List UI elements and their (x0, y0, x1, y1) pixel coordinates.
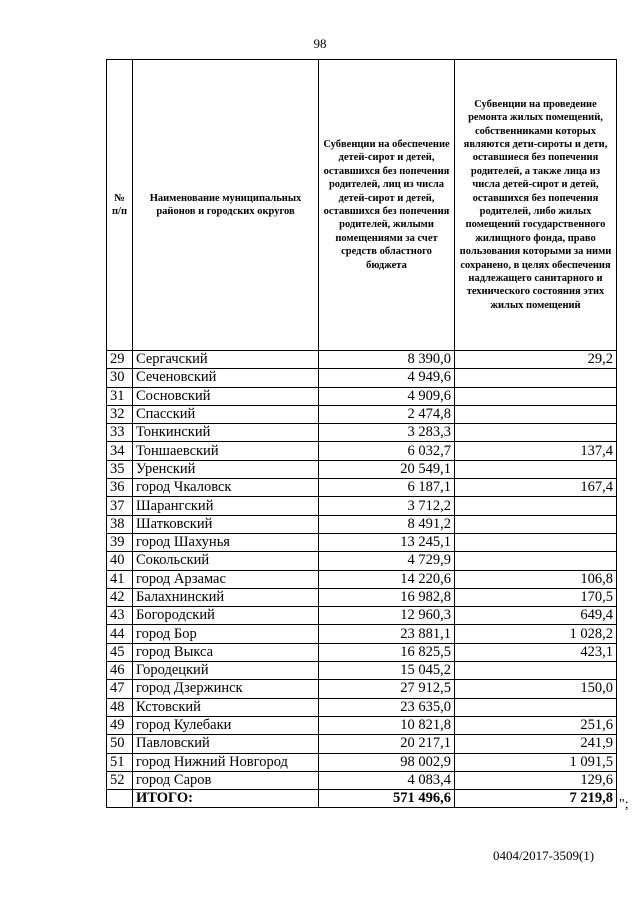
row-name: Спасский (133, 405, 319, 423)
total-label: ИТОГО: (133, 790, 319, 808)
row-subsidy-housing: 20 217,1 (319, 735, 455, 753)
row-subsidy-housing: 20 549,1 (319, 460, 455, 478)
row-num: 39 (107, 533, 133, 551)
row-subsidy-repair: 106,8 (455, 570, 617, 588)
row-subsidy-repair (455, 552, 617, 570)
total-num-cell (107, 790, 133, 808)
row-num: 43 (107, 607, 133, 625)
row-name: город Арзамас (133, 570, 319, 588)
row-name: город Саров (133, 771, 319, 789)
row-name: город Нижний Новгород (133, 753, 319, 771)
row-subsidy-housing: 2 474,8 (319, 405, 455, 423)
row-subsidy-housing: 4 083,4 (319, 771, 455, 789)
row-name: город Дзержинск (133, 680, 319, 698)
row-subsidy-housing: 15 045,2 (319, 662, 455, 680)
total-row (107, 790, 617, 808)
header-name: Наименование муниципальных районов и городских округов (133, 60, 319, 351)
table-row (107, 698, 617, 716)
table-row (107, 588, 617, 606)
row-name: Шатковский (133, 515, 319, 533)
table-row (107, 533, 617, 551)
row-num: 35 (107, 460, 133, 478)
table-row (107, 753, 617, 771)
row-num: 42 (107, 588, 133, 606)
table-row (107, 515, 617, 533)
row-num: 40 (107, 552, 133, 570)
table-row (107, 735, 617, 753)
header-subsidy-repair: Субвенции на проведение ремонта жилых помещений, собственниками которых являются дети-сироты и дети, оставшиеся без попечения родителей, а также лица из числа детей-сирот и детей, оставшихся без попечения родителей, либо жилых помещений государственного жилищного фонда, право пользования которыми за ними сохранено, в целях обеспечения надлежащего санитарного и технического состояния этих жилых помещений (455, 60, 617, 351)
row-num: 45 (107, 643, 133, 661)
row-subsidy-repair: 170,5 (455, 588, 617, 606)
row-subsidy-repair (455, 662, 617, 680)
row-subsidy-repair (455, 497, 617, 515)
row-subsidy-housing: 3 283,3 (319, 424, 455, 442)
row-subsidy-repair (455, 405, 617, 423)
row-num: 49 (107, 716, 133, 734)
row-name: Сокольский (133, 552, 319, 570)
row-name: город Кулебаки (133, 716, 319, 734)
row-name: Тонкинский (133, 424, 319, 442)
row-subsidy-repair: 1 028,2 (455, 625, 617, 643)
table-header-row (107, 60, 617, 351)
row-name: Сеченовский (133, 369, 319, 387)
row-num: 38 (107, 515, 133, 533)
row-subsidy-housing: 3 712,2 (319, 497, 455, 515)
row-name: Балахнинский (133, 588, 319, 606)
row-subsidy-housing: 6 032,7 (319, 442, 455, 460)
row-name: Богородский (133, 607, 319, 625)
row-name: Тоншаевский (133, 442, 319, 460)
row-subsidy-housing: 4 909,6 (319, 387, 455, 405)
table-row (107, 405, 617, 423)
table-row (107, 479, 617, 497)
table-row (107, 552, 617, 570)
total-subsidy-housing: 571 496,6 (319, 790, 455, 808)
row-subsidy-housing: 4 949,6 (319, 369, 455, 387)
row-num: 46 (107, 662, 133, 680)
row-num: 29 (107, 351, 133, 369)
table-row (107, 607, 617, 625)
row-subsidy-repair: 251,6 (455, 716, 617, 734)
row-name: Сосновский (133, 387, 319, 405)
row-subsidy-repair (455, 698, 617, 716)
header-num: № п/п (107, 60, 133, 351)
row-name: город Шахунья (133, 533, 319, 551)
row-subsidy-repair: 29,2 (455, 351, 617, 369)
row-name: город Выкса (133, 643, 319, 661)
table-row (107, 460, 617, 478)
row-name: Уренский (133, 460, 319, 478)
table-row (107, 643, 617, 661)
row-num: 48 (107, 698, 133, 716)
row-num: 32 (107, 405, 133, 423)
row-num: 50 (107, 735, 133, 753)
table-row (107, 570, 617, 588)
document-code: 0404/2017-3509(1) (493, 848, 595, 863)
row-subsidy-repair: 241,9 (455, 735, 617, 753)
row-name: город Бор (133, 625, 319, 643)
row-name: Сергачский (133, 351, 319, 369)
table-row (107, 771, 617, 789)
row-subsidy-housing: 8 491,2 (319, 515, 455, 533)
total-subsidy-repair: 7 219,8 (455, 790, 617, 808)
row-num: 41 (107, 570, 133, 588)
row-subsidy-housing: 16 825,5 (319, 643, 455, 661)
row-name: город Чкаловск (133, 479, 319, 497)
table-row (107, 680, 617, 698)
row-subsidy-housing: 98 002,9 (319, 753, 455, 771)
table-row (107, 625, 617, 643)
row-subsidy-repair (455, 460, 617, 478)
page-number: 98 (313, 36, 327, 51)
row-name: Городецкий (133, 662, 319, 680)
row-num: 36 (107, 479, 133, 497)
row-name: Шарангский (133, 497, 319, 515)
row-subsidy-repair (455, 533, 617, 551)
row-num: 52 (107, 771, 133, 789)
row-subsidy-housing: 13 245,1 (319, 533, 455, 551)
row-subsidy-housing: 6 187,1 (319, 479, 455, 497)
row-num: 47 (107, 680, 133, 698)
row-subsidy-housing: 4 729,9 (319, 552, 455, 570)
row-name: Кстовский (133, 698, 319, 716)
table-row (107, 716, 617, 734)
row-subsidy-housing: 8 390,0 (319, 351, 455, 369)
row-subsidy-repair (455, 387, 617, 405)
row-num: 37 (107, 497, 133, 515)
row-subsidy-repair: 137,4 (455, 442, 617, 460)
row-subsidy-repair: 1 091,5 (455, 753, 617, 771)
table-row (107, 497, 617, 515)
row-subsidy-repair: 150,0 (455, 680, 617, 698)
table-row (107, 369, 617, 387)
row-subsidy-housing: 23 635,0 (319, 698, 455, 716)
row-subsidy-repair (455, 369, 617, 387)
row-name: Павловский (133, 735, 319, 753)
table-row (107, 387, 617, 405)
table-row (107, 424, 617, 442)
row-subsidy-repair (455, 424, 617, 442)
row-subsidy-housing: 14 220,6 (319, 570, 455, 588)
row-subsidy-housing: 16 982,8 (319, 588, 455, 606)
row-num: 44 (107, 625, 133, 643)
row-subsidy-repair: 129,6 (455, 771, 617, 789)
row-subsidy-housing: 10 821,8 (319, 716, 455, 734)
row-subsidy-repair (455, 515, 617, 533)
row-num: 51 (107, 753, 133, 771)
row-subsidy-housing: 27 912,5 (319, 680, 455, 698)
table-row (107, 442, 617, 460)
row-subsidy-repair: 167,4 (455, 479, 617, 497)
subsidy-table (106, 59, 617, 808)
row-num: 31 (107, 387, 133, 405)
row-subsidy-housing: 23 881,1 (319, 625, 455, 643)
closing-quote: "; (619, 797, 629, 812)
row-subsidy-repair: 649,4 (455, 607, 617, 625)
row-subsidy-repair: 423,1 (455, 643, 617, 661)
row-subsidy-housing: 12 960,3 (319, 607, 455, 625)
table-row (107, 351, 617, 369)
table-row (107, 662, 617, 680)
row-num: 30 (107, 369, 133, 387)
row-num: 34 (107, 442, 133, 460)
header-subsidy-housing: Субвенции на обеспечение детей-сирот и детей, оставшихся без попечения родителей, лиц из числа детей-сирот и детей, оставшихся без попечения родителей, жилыми помещениями за счет средств областного бюджета (319, 60, 455, 351)
row-num: 33 (107, 424, 133, 442)
